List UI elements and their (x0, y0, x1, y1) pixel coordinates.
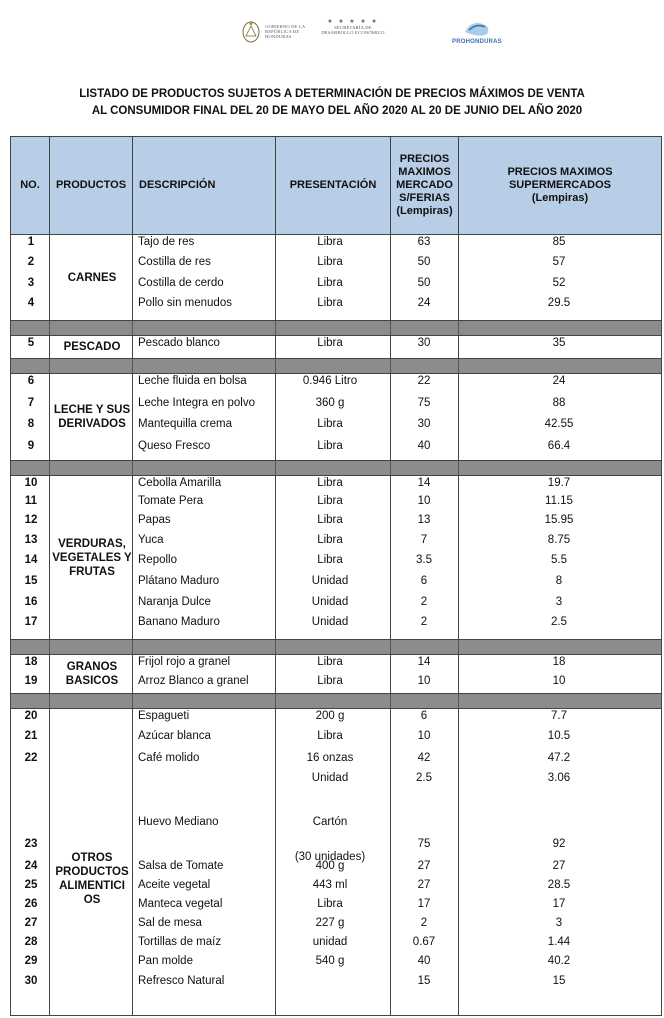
row-presentation: 200 g (315, 710, 345, 722)
row-number: 18 (24, 656, 38, 668)
row-presentation: Libra (317, 495, 343, 507)
row-number: 22 (24, 752, 38, 764)
category-label: VERDURAS, VEGETALES Y FRUTAS (52, 537, 132, 578)
price-table (10, 136, 662, 1016)
row-presentation: Libra (317, 514, 343, 526)
row-price-supermarket: 15 (552, 975, 566, 987)
title-line-1: LISTADO DE PRODUCTOS SUJETOS A DETERMINACIÓN DE PRECIOS MÁXIMOS DE VENTA (79, 88, 585, 100)
row-price-market: 40 (417, 955, 431, 967)
row-number: 8 (27, 418, 35, 430)
row-description: Cebolla Amarilla (138, 477, 222, 489)
category-label: OTROS PRODUCTOS ALIMENTICI OS (55, 852, 129, 906)
row-presentation: Libra (317, 337, 343, 349)
column-divider (49, 655, 50, 693)
row-description: Mantequilla crema (138, 418, 232, 430)
table-header (11, 136, 661, 235)
row-price-supermarket: 1.44 (547, 936, 571, 948)
row-presentation: 400 g (315, 860, 345, 872)
row-price-supermarket: 18 (552, 656, 566, 668)
row-presentation: Libra (317, 236, 343, 248)
separator-divider (49, 359, 50, 373)
row-presentation: Libra (317, 730, 343, 742)
row-price-market: 2 (420, 917, 428, 929)
row-presentation: 16 onzas (306, 752, 354, 764)
separator-divider (275, 461, 276, 475)
separator-divider (458, 321, 459, 335)
row-description: Azúcar blanca (138, 730, 211, 742)
row-description: Huevo Mediano (138, 816, 219, 828)
row-description: Plátano Maduro (138, 575, 220, 587)
row-description: Refresco Natural (138, 975, 225, 987)
row-number: 21 (24, 730, 38, 742)
column-divider (49, 336, 50, 358)
row-description: Sal de mesa (138, 917, 202, 929)
row-presentation: Libra (317, 297, 343, 309)
row-price-market: 24 (417, 297, 431, 309)
row-price-supermarket: 88 (552, 397, 566, 409)
row-number: 19 (24, 675, 38, 687)
prohonduras-mark-icon (457, 18, 497, 40)
row-price-supermarket: 3 (555, 596, 563, 608)
row-description: Aceite vegetal (138, 879, 211, 891)
row-price-market: 6 (420, 710, 428, 722)
row-price-market: 2 (420, 616, 428, 628)
row-price-market: 63 (417, 236, 431, 248)
group-separator (11, 358, 661, 374)
separator-divider (132, 321, 133, 335)
separator-divider (132, 694, 133, 708)
row-price-supermarket: 35 (552, 337, 566, 349)
category-group (11, 336, 661, 358)
separator-divider (275, 359, 276, 373)
row-presentation: Cartón (312, 816, 348, 828)
row-description: Manteca vegetal (138, 898, 223, 910)
row-presentation: Unidad (311, 596, 349, 608)
row-description: Espagueti (138, 710, 190, 722)
row-presentation: Libra (317, 277, 343, 289)
column-divider (132, 374, 133, 460)
row-price-market: 30 (417, 337, 431, 349)
row-presentation: Unidad (311, 772, 349, 784)
row-number: 13 (24, 534, 38, 546)
row-price-supermarket: 24 (552, 375, 566, 387)
group-separator (11, 320, 661, 336)
row-presentation: 227 g (315, 917, 345, 929)
column-divider (132, 476, 133, 639)
row-price-supermarket: 52 (552, 277, 566, 289)
column-divider (132, 655, 133, 693)
separator-divider (390, 694, 391, 708)
row-price-supermarket: 10 (552, 675, 566, 687)
row-price-supermarket: 29.5 (547, 297, 571, 309)
row-number: 1 (27, 236, 35, 248)
row-presentation: Libra (317, 256, 343, 268)
row-description: Costilla de cerdo (138, 277, 224, 289)
row-price-market: 7 (420, 534, 428, 546)
row-number: 16 (24, 596, 38, 608)
row-number: 28 (24, 936, 38, 948)
title-line-2: AL CONSUMIDOR FINAL DEL 20 DE MAYO DEL AÑO 2020 AL 20 DE JUNIO DEL AÑO 2020 (91, 105, 583, 117)
row-price-supermarket: 42.55 (544, 418, 574, 430)
row-price-supermarket: 47.2 (547, 752, 571, 764)
document-title (0, 86, 664, 120)
row-price-market: 15 (417, 975, 431, 987)
row-price-supermarket: 92 (552, 838, 566, 850)
row-price-supermarket: 15.95 (544, 514, 574, 526)
row-number: 24 (24, 860, 38, 872)
separator-divider (458, 640, 459, 654)
row-price-supermarket: 11.15 (545, 495, 573, 507)
prohonduras-logo-text: PROHONDURAS (452, 39, 502, 45)
separator-divider (458, 694, 459, 708)
row-presentation: Libra (317, 534, 343, 546)
row-number: 11 (24, 495, 38, 507)
row-description: Leche fluida en bolsa (138, 375, 247, 387)
row-description: Pan molde (138, 955, 193, 967)
header-supermercados: PRECIOS MAXIMOS SUPERMERCADOS (Lempiras) (458, 137, 661, 234)
column-divider (49, 374, 50, 460)
row-price-market: 75 (417, 397, 431, 409)
row-presentation: Libra (317, 656, 343, 668)
separator-divider (275, 321, 276, 335)
row-price-market: 42 (417, 752, 431, 764)
row-price-supermarket: 66.4 (547, 440, 571, 452)
row-description: Banano Maduro (138, 616, 220, 628)
row-price-market: 40 (417, 440, 431, 452)
category-group (11, 476, 661, 639)
row-description: Pescado blanco (138, 337, 220, 349)
separator-divider (49, 640, 50, 654)
row-price-supermarket: 40.2 (547, 955, 571, 967)
row-price-market: 13 (417, 514, 431, 526)
row-presentation: 443 ml (312, 879, 348, 891)
row-presentation: 0.946 Litro (302, 375, 358, 387)
row-price-market: 14 (417, 656, 431, 668)
separator-divider (390, 359, 391, 373)
separator-divider (49, 694, 50, 708)
row-description: Papas (138, 514, 171, 526)
row-presentation: Libra (317, 418, 343, 430)
row-description: Arroz Blanco a granel (138, 675, 249, 687)
row-price-supermarket: 3.06 (547, 772, 571, 784)
separator-divider (275, 694, 276, 708)
row-price-market: 22 (417, 375, 431, 387)
row-description: Yuca (138, 534, 164, 546)
row-presentation: unidad (312, 936, 348, 948)
row-presentation: Libra (317, 554, 343, 566)
header-productos: PRODUCTOS (49, 137, 132, 234)
row-price-supermarket: 10.5 (547, 730, 571, 742)
row-number: 27 (24, 917, 38, 929)
row-price-market: 50 (417, 256, 431, 268)
group-separator (11, 460, 661, 476)
row-number: 29 (24, 955, 38, 967)
separator-divider (390, 640, 391, 654)
separator-divider (275, 640, 276, 654)
row-price-supermarket: 2.5 (551, 616, 567, 628)
row-price-market: 75 (417, 838, 431, 850)
group-separator (11, 639, 661, 655)
government-logo-text: GOBIERNO DE LA REPÚBLICA DE HONDURAS (265, 23, 306, 39)
category-group (11, 655, 661, 693)
row-price-market: 30 (417, 418, 431, 430)
row-price-supermarket: 28.5 (547, 879, 571, 891)
separator-divider (458, 461, 459, 475)
row-description: Tomate Pera (138, 495, 204, 507)
header-descripcion: DESCRIPCIÓN (132, 137, 275, 234)
row-price-supermarket: 17 (552, 898, 566, 910)
separator-divider (458, 359, 459, 373)
separator-divider (132, 461, 133, 475)
row-price-supermarket: 7.7 (551, 710, 567, 722)
row-price-supermarket: 3 (555, 917, 563, 929)
row-price-market: 3.5 (416, 554, 432, 566)
column-divider (132, 336, 133, 358)
row-presentation: Libra (317, 675, 343, 687)
row-number: 20 (24, 710, 38, 722)
row-number: 12 (24, 514, 38, 526)
row-number: 14 (24, 554, 38, 566)
row-description: Frijol rojo a granel (138, 656, 231, 668)
group-separator (11, 693, 661, 709)
row-description: Tortillas de maíz (138, 936, 222, 948)
header-mercado: PRECIOS MAXIMOS MERCADO S/FERIAS (Lempiras) (390, 137, 458, 234)
row-price-supermarket: 8.75 (547, 534, 571, 546)
category-group (11, 709, 661, 1015)
row-price-market: 10 (417, 675, 431, 687)
row-presentation-detail: (30 unidades) (294, 851, 366, 863)
row-number: 5 (27, 337, 35, 349)
row-price-market: 27 (417, 860, 431, 872)
header-presentacion: PRESENTACIÓN (275, 137, 390, 234)
row-price-supermarket: 5.5 (551, 554, 567, 566)
row-price-supermarket: 8 (555, 575, 563, 587)
row-number: 4 (27, 297, 35, 309)
row-description: Costilla de res (138, 256, 211, 268)
row-presentation: 540 g (315, 955, 345, 967)
header-no: NO. (20, 179, 40, 191)
row-number: 9 (27, 440, 35, 452)
row-presentation: 360 g (315, 397, 345, 409)
stars-icon: ★ ★ ★ ★ ★ (327, 19, 379, 25)
header-logos (0, 18, 664, 74)
row-number: 2 (27, 256, 35, 268)
row-number: 15 (24, 575, 38, 587)
row-price-market: 6 (420, 575, 428, 587)
row-presentation: Unidad (311, 616, 349, 628)
row-description: Pollo sin menudos (138, 297, 232, 309)
row-price-market: 17 (417, 898, 431, 910)
row-description: Tajo de res (138, 236, 195, 248)
row-price-supermarket: 27 (552, 860, 566, 872)
row-price-supermarket: 57 (552, 256, 566, 268)
separator-divider (132, 359, 133, 373)
column-divider (49, 709, 50, 1015)
row-number: 7 (27, 397, 35, 409)
column-divider (132, 235, 133, 320)
category-label: GRANOS BASICOS (65, 661, 119, 687)
sde-logo (318, 18, 388, 35)
category-label: LECHE Y SUS DERIVADOS (53, 404, 131, 430)
row-number: 23 (24, 838, 38, 850)
prohonduras-logo (452, 18, 502, 45)
row-price-market: 10 (417, 495, 431, 507)
row-description: Café molido (138, 752, 200, 764)
separator-divider (49, 321, 50, 335)
separator-divider (132, 640, 133, 654)
coat-of-arms-icon (240, 18, 262, 44)
row-description: Repollo (138, 554, 177, 566)
separator-divider (49, 461, 50, 475)
category-label: CARNES (67, 271, 117, 284)
row-presentation: Libra (317, 898, 343, 910)
row-price-supermarket: 85 (552, 236, 566, 248)
row-price-market: 50 (417, 277, 431, 289)
government-logo (240, 18, 313, 44)
row-price-market: 10 (417, 730, 431, 742)
row-price-market: 0.67 (412, 936, 436, 948)
category-group (11, 374, 661, 460)
separator-divider (390, 461, 391, 475)
row-presentation: Unidad (311, 575, 349, 587)
separator-divider (390, 321, 391, 335)
sde-logo-text: SECRETARÍA DE DESARROLLO ECONÓMICO (321, 25, 385, 35)
row-number: 25 (24, 879, 38, 891)
row-presentation: Libra (317, 440, 343, 452)
row-price-market: 2.5 (416, 772, 432, 784)
row-description: Naranja Dulce (138, 596, 211, 608)
row-price-market: 27 (417, 879, 431, 891)
row-description: Leche Integra en polvo (138, 397, 256, 409)
row-description: Salsa de Tomate (138, 860, 224, 872)
row-number: 10 (24, 477, 38, 489)
category-label: PESCADO (63, 341, 121, 353)
row-number: 26 (24, 898, 38, 910)
row-price-market: 14 (417, 477, 431, 489)
row-number: 30 (24, 975, 38, 987)
row-description: Queso Fresco (138, 440, 211, 452)
column-divider (132, 709, 133, 1015)
row-price-market: 2 (420, 596, 428, 608)
category-group (11, 235, 661, 320)
row-number: 17 (24, 616, 38, 628)
row-price-supermarket: 19.7 (547, 477, 571, 489)
row-presentation: Libra (317, 477, 343, 489)
row-number: 6 (27, 375, 35, 387)
column-divider (49, 235, 50, 320)
column-divider (49, 476, 50, 639)
row-number: 3 (27, 277, 35, 289)
